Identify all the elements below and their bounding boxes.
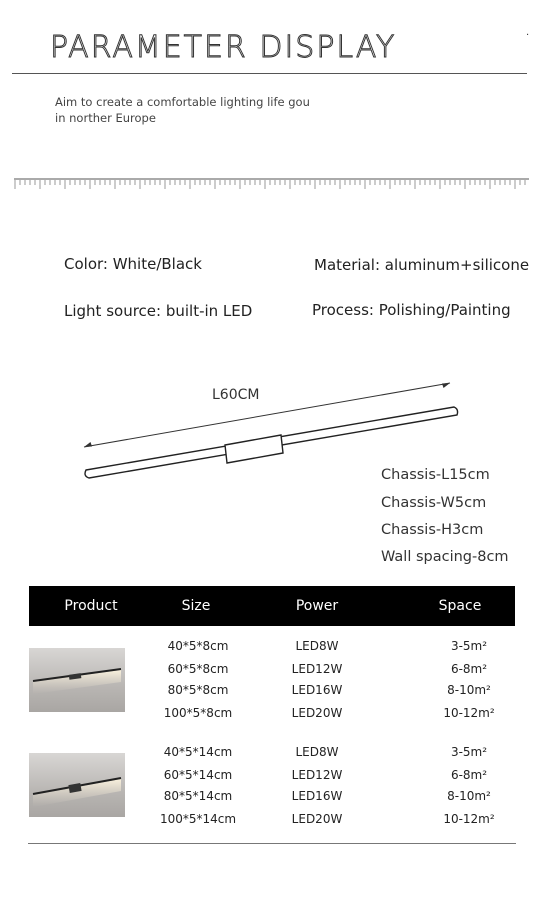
table-cell-power: LED8W [295, 745, 339, 759]
table-cell-size: 40*5*14cm [163, 745, 233, 759]
table-cell-space: 10-12m² [443, 812, 495, 826]
lamp-photo-2 [29, 753, 125, 817]
chassis-length: Chassis-L15cm [381, 467, 490, 483]
table-cell-size: 80*5*8cm [167, 683, 229, 697]
table-bottom-divider [28, 843, 516, 844]
table-cell-power: LED20W [291, 812, 343, 826]
table-cell-space: 3-5m² [450, 745, 488, 759]
table-cell-size: 100*5*8cm [163, 706, 233, 720]
corner-mark: · [526, 30, 530, 41]
spec-light-source: Light source: built-in LED [64, 302, 253, 320]
product-image-1 [29, 648, 125, 712]
table-cell-power: LED12W [291, 768, 343, 782]
table-cell-size: 80*5*14cm [163, 789, 233, 803]
table-cell-space: 3-5m² [450, 639, 488, 653]
header-divider [12, 73, 527, 74]
table-cell-power: LED16W [291, 683, 343, 697]
chassis-height: Chassis-H3cm [381, 522, 484, 538]
product-image-2 [29, 753, 125, 817]
table-cell-size: 60*5*14cm [163, 768, 233, 782]
spec-process: Process: Polishing/Painting [312, 301, 511, 319]
ruler-ticks [14, 180, 529, 192]
table-cell-space: 10-12m² [443, 706, 495, 720]
table-cell-power: LED16W [291, 789, 343, 803]
spec-material: Material: aluminum+silicone [314, 256, 530, 274]
table-cell-power: LED8W [295, 639, 339, 653]
subtitle-line-1: Aim to create a comfortable lighting life gou [55, 95, 310, 109]
table-header [29, 586, 515, 626]
page-title: PARAMETER DISPLAY [50, 30, 397, 65]
table-cell-size: 100*5*14cm [159, 812, 237, 826]
table-cell-power: LED20W [291, 706, 343, 720]
header-power: Power [295, 598, 339, 614]
spec-color: Color: White/Black [64, 255, 202, 273]
table-cell-size: 40*5*8cm [167, 639, 229, 653]
table-cell-power: LED12W [291, 662, 343, 676]
header-space: Space [438, 598, 482, 614]
header-size: Size [181, 598, 211, 614]
table-cell-space: 8-10m² [447, 789, 491, 803]
table-cell-size: 60*5*8cm [167, 662, 229, 676]
chassis-width: Chassis-W5cm [381, 495, 487, 511]
length-label: L60CM [212, 387, 260, 403]
table-cell-space: 6-8m² [450, 768, 488, 782]
table-cell-space: 8-10m² [447, 683, 491, 697]
subtitle-line-2: in norther Europe [55, 111, 156, 125]
lamp-photo-1 [29, 648, 125, 712]
table-cell-space: 6-8m² [450, 662, 488, 676]
header-product: Product [64, 598, 118, 614]
wall-spacing: Wall spacing-8cm [381, 549, 509, 565]
